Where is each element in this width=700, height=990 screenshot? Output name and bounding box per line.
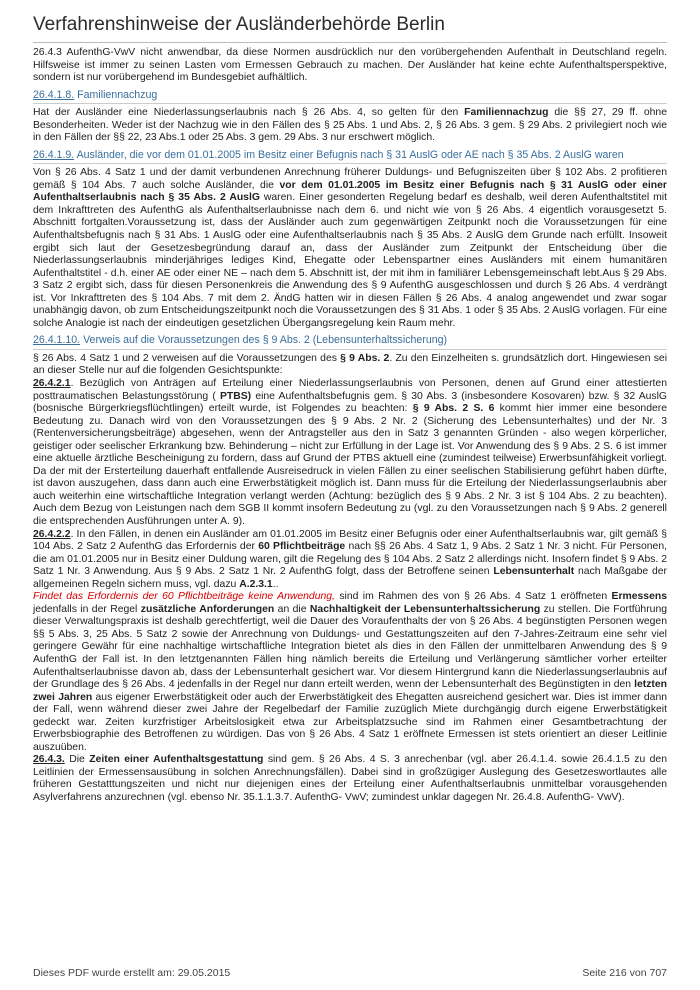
section-title: Familiennachzug <box>74 88 158 101</box>
highlighted-note: Findet das Erfordernis der 60 Pflichtbeiträge keine Anwendung, <box>33 591 335 603</box>
text-run: die §§ 27, 29 ff. ohne Besonderheiten. Weder ist der Nachzug wie in den Fällen des § 25 Abs. 1 und Abs. 2, § 26 Abs. 3 gem. § 29 Abs. 2 privilegiert noch wie in den Fällen der §§ 22, 23 Abs.1 oder 25 Abs. 3 gem. 29 Abs. 3 nur erschwert möglich. <box>33 107 667 144</box>
section-link-26-4-1-9[interactable]: 26.4.1.9. <box>33 148 75 161</box>
text-run: Von § 26 Abs. 4 Satz 1 und der damit verbundenen Anrechnung früherer Duldungs- und Befugniszeiten über § 102 Abs. 2 profitieren gemäß § 104 Abs. 7 auch solche Ausländer, die <box>33 167 667 191</box>
text-run: . Zu den Einzelheiten s. grundsätzlich dort. Hingewiesen sei an dieser Stelle nur auf die folgenden Gesichtspunkte: <box>33 352 667 377</box>
text-run: . Bezüglich von Anträgen auf Erteilung einer Niederlassungserlaubnis von Personen, denen auf Grund einer attestierten posttraumatischen Belastungsstörung ( <box>33 377 667 402</box>
section-title: Ausländer, die vor dem 01.01.2005 im Besitz einer Befugnis nach § 31 AuslG oder AE nach § 35 Abs. 2 AuslG waren <box>74 148 624 161</box>
page-footer <box>33 967 667 979</box>
text-run: sind im Rahmen des von § 26 Abs. 4 Satz 1 eröffneten <box>334 591 612 603</box>
bold-run: zusätzliche Anforderungen <box>140 603 275 615</box>
footer-page-number: Seite 216 von 707 <box>582 967 667 979</box>
text-run: aus eigener Erwerbstätigkeit oder auch der Erwerbstätigkeit des Ehegatten ausreichend gesichert war. Dies ist immer dann der Fall, wenn während dieser zwei Jahre der Regelbedarf der Familie zuzüglich Miete durchgängig durch eigene Erwerbstätigkeit gedeckt war. Zeiten kurzfristiger Arbeitslosigkeit etwa zur Arbeitsplatzsuche sind im Rahmen einer Gesamtbetrachtung der Erwerbsbiographie des Betroffenen zu würdigen. Das von § 26 Abs. 4 Satz 1 eröffnete Ermessen ist stets orientiert an dieser Leitlinie auszuüben. <box>33 691 667 753</box>
bold-run: Familiennachzug <box>464 107 549 119</box>
section-title: Verweis auf die Voraussetzungen des § 9 Abs. 2 (Lebensunterhaltssicherung) <box>80 334 448 347</box>
paragraph-number: 26.4.2.2 <box>33 528 71 540</box>
text-run: jedenfalls in der Regel <box>33 603 141 615</box>
bold-run: § 9 Abs. 2 <box>340 352 390 364</box>
document-page <box>33 0 667 805</box>
bold-run: Nachhaltigkeit der Lebensunterhaltssicherung <box>309 603 541 615</box>
text-run: .. <box>272 578 279 590</box>
page-title: Verfahrenshinweise der Ausländerbehörde Berlin <box>33 14 445 35</box>
bold-run: Ermessens <box>611 591 667 603</box>
text-run: . In den Fällen, in denen ein Ausländer am 01.01.2005 im Besitz einer Befugnis oder einer Aufenthaltserlaubnis war, gilt gemäß § 104 Abs. 2 Satz 2 AufenthG das Erfordernis der <box>33 528 667 553</box>
text-run: eine Aufenthaltsbefugnis gem. § 30 Abs. 3 (insbesondere Kosovaren) bzw. § 32 AuslG (bosnische Bürgerkriegsflüchtlingen) erteilt wurde, ist Folgendes zu beachten: <box>33 390 667 415</box>
bold-run: § 9 Abs. 2 S. 6 <box>412 403 495 415</box>
text-run: sind gem. § 26 Abs. 4 S. 3 anrechenbar (vgl. aber 26.4.1.4. sowie 26.4.1.5 zu den Leitlinien der Ermessensausübung in solchen Anrechnungsfällen). Dabei sind in großzügiger Auslegung des Gesetzeswortlautes alle früheren Gestatttungszeiten und nicht nur diejenigen eines der Erteilung einer Aufenthaltserlaubnis unmittelbar vorausgehenden Asylverfahrens anzurechnen (vgl. ebenso Nr. 35.1.1.3.7. AufenthG- VwV; zumindest unklar dagegen Nr. 26.4.8. AufenthG- VwV). <box>33 754 667 804</box>
section-paragraph-26-4-1-10 <box>33 353 667 378</box>
section-heading-26-4-1-8 <box>33 89 667 105</box>
bold-run: vor dem 01.01.2005 im Besitz einer Befugnis nach § 31 AuslG oder einer Aufenthaltserlaubnis nach § 35 Abs. 2 AuslG <box>33 179 667 204</box>
footer-created-date: Dieses PDF wurde erstellt am: 29.05.2015 <box>33 967 231 979</box>
paragraph-26-4-2-2 <box>33 529 667 755</box>
text-run: nach Maßgabe der allgemeinen Regeln sichern muss, vgl. dazu <box>33 566 667 590</box>
bold-run: Lebensunterhalt <box>493 566 575 578</box>
section-heading-26-4-1-10 <box>33 334 667 350</box>
text-run: § 26 Abs. 4 Satz 1 und 2 verweisen auf die Voraussetzungen des <box>33 352 341 364</box>
paragraph-26-4-2-1 <box>33 378 667 529</box>
paragraph-number: 26.4.3. <box>33 754 65 766</box>
text-run: nach §§ 26 Abs. 4 Satz 1, 9 Abs. 2 Satz 1 Nr. 3 nicht. Für Personen, die am 01.01.2005 nur in Besitz einer Duldung waren, gilt die Regelung des § 104 Abs. 2 Satz 2 allerdings nicht. Insofern findet § 9 Abs. 2 Satz 1 Nr. 3 Anwendung. Aus § 9 Abs. 2 Satz 1 Nr. 2 AufenthG folgt, dass der Betroffene seinen <box>33 541 667 578</box>
text-run: an die <box>274 603 310 615</box>
text-run: Die <box>64 754 90 766</box>
section-paragraph-26-4-1-9 <box>33 167 667 330</box>
text-run: zu stellen. Die Fortführung dieser Verwaltungspraxis ist deshalb gerechtfertigt, weil die Dauer des Voraufenthalts der von § 26 Abs. 4 begünstigten Personen wegen §§ 5 Abs. 3, 25 Abs. 5 Satz 2 sowie der Anrechnung von Duldungs- und Gestattungszeiten auf den 7-Jahres-Zeitraum eine sehr viel geringere Gewähr für eine nachhaltige wirtschaftliche Integration bietet als dies in den Fällen der unmittelbaren Anwendung des § 9 AufenthG der Fall ist. In den letztgenannten Fällen hing nämlich bereits die Erteilung und Verlängerung sämtlicher vorher erteilter Aufenthaltserlaubnisse davon ab, dass der Lebensunterhalt gesichert war. Vor diesem Hintergrund kann die Niederlassungserlaubnis auf der Grundlage des § 26 Abs. 4 jedenfalls in der Regel nur dann erteilt werden, wenn der Lebensunterhalt des Begünstigten in den <box>33 603 668 691</box>
section-link-26-4-1-8[interactable]: 26.4.1.8. <box>33 88 75 101</box>
title-divider <box>33 42 667 43</box>
bold-run: 60 Pflichtbeiträge <box>258 541 346 553</box>
bold-run: letzten zwei Jahren <box>33 679 667 703</box>
text-run: Hat der Ausländer eine Niederlassungserlaubnis nach § 26 Abs. 4, so gelten für den <box>33 107 465 119</box>
bold-run: Zeiten einer Aufenthaltsgestattung <box>89 754 264 766</box>
section-link-26-4-1-10[interactable]: 26.4.1.10. <box>33 334 81 347</box>
paragraph-26-4-3 <box>33 754 667 804</box>
bold-run: A.2.3.1 <box>239 578 273 590</box>
paragraph-number: 26.4.2.1 <box>33 377 71 389</box>
bold-run: PTBS) <box>219 390 252 402</box>
section-paragraph-26-4-1-8 <box>33 107 667 145</box>
section-heading-26-4-1-9 <box>33 149 667 165</box>
text-run: waren. Einer gesonderten Regelung bedarf es deshalb, weil deren Aufenthaltstitel mit dem Inkrafttreten des AufenthG als Aufenthaltserlaubnisse nach dem 6. und nicht wie von § 26 Abs. 4 eigentlich vorausgesetzt 5. Abschnitt fortgalten.Voraussetzung ist, dass der Ausländer auch zum gegenwärtigen Zeitpunkt noch die Voraussetzungen für eine Aufenthaltsbefugnis nach § 31 Abs. 1 AuslG oder eine Aufenthaltserlaubnis nach § 35 Abs. 2 AuslG dem Grunde nach erfüllt. Insoweit ergibt sich laut der Gesetzesbegründung darauf an, dass der Ausländer zum Zeitpunkt der Entscheidung über die Niederlassungserlaubnis minderjähriges lediges Kind, Ehegatte oder Lebenspartner eines Ausländers mit einem humanitären Aufenthaltstitel - d.h. einer AE oder einer NE – nach dem 5. Abschnitt ist, der mit ihm in familiärer Lebensgemeinschaft lebt.Aus § 29 Abs. 3 Satz 2 ergibt sich, dass für diesen Personenkreis die Anwendung des § 9 AufenthG ausgeschlossen und durch § 26 Abs. 4 verdrängt ist. Vor Inkrafttreten des § 104 Abs. 7 mit dem 2. ÄndG hatten wir in diesen Fällen § 26 Abs. 4 analog angewendet und zwar sogar unabhängig davon, ob zum Entscheidungszeitpunkt noch die Voraussetzungen des § 31 Abs. 1 oder § 35 Abs. 2 AuslG vorlagen. Für eine solche Analogie ist nach der eindeutigen gesetzlichen Übergangsregelung kein Raum mehr. <box>33 192 667 329</box>
intro-paragraph: 26.4.3 AufenthG-VwV nicht anwendbar, da diese Normen ausdrücklich nur den vorübergehenden Aufenthalt in Deutschland regeln. Hilfsweise ist immer zu seinen Lasten vom Ermessen Gebrauch zu machen. Der Ausländer hat keine echte Aufenthaltsperspektive, sondern ist nur vorübergehend im Bundesgebiet aufhältlich. <box>33 47 667 84</box>
text-run: kommt hier immer eine besondere Bedeutung zu. Danach wird von den Voraussetzungen des § 9 Abs. 2 Nr. 2 (Sicherung des Lebensunterhaltes) und der Nr. 3 (Rentenversicherungsbeiträge) abgesehen, wenn der Antragsteller aus den in Satz 3 genannten Gründen - also wegen körperlicher, geistiger oder seelischer Erkrankung bzw. Behinderung – nicht zur Erfüllung in der Lage ist. Vor Anwendung des § 9 Abs. 2 S. 6 ist immer eine aktuelle ärztliche Bescheinigung zu fordern, dass auf Grund der PTBS aktuell eine (zumindest teilweise) Erwerbsunfähigkeit vorliegt. Da der mit der Ersterteilung dauerhaft entfallende Ausreisedruck in vielen Fällen zu einer seelischen Stabilisierung geführt haben dürfte, ist davon auszugehen, dass dann auch eine Erwerbstätigkeit möglich ist. Dann muss für die Erteilung der Niederlassungserlaubnis aber auch weiterhin eine wirtschaftliche Integration verlangt werden (Achtung: bezüglich des § 9 Abs. 2 Nr. 3 ist § 104 Abs. 2 zu beachten). Auch dem Bezug von Leistungen nach dem SGB II kommt insofern Bedeutung zu (vgl. zu den Voraussetzungen nach § 9 Abs. 2 generell die entsprechenden Ausführungen unter A. 9). <box>33 403 667 527</box>
